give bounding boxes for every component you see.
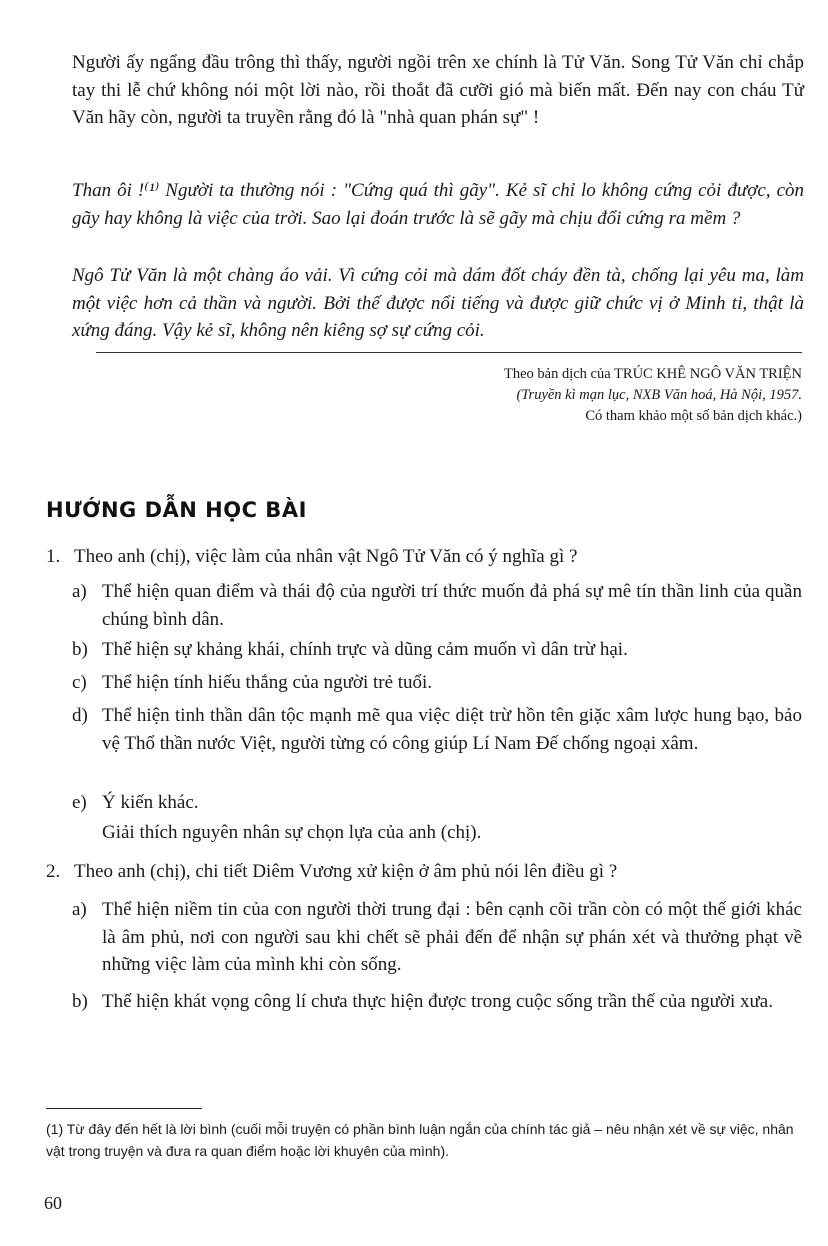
- q1-option-e-text: Ý kiến khác.: [102, 792, 199, 813]
- q2-option-b-text: Thể hiện khát vọng công lí chưa thực hiện được trong cuộc sống trần thế của người xưa.: [102, 991, 773, 1012]
- q1-option-b-label: b): [72, 639, 88, 660]
- q2-option-b-label: b): [72, 991, 88, 1012]
- source-translator: Theo bản dịch của TRÚC KHÊ NGÔ VĂN TRIỆN: [503, 366, 802, 382]
- question-2-text: Theo anh (chị), chi tiết Diêm Vương xử kiện ở âm phủ nói lên điều gì ?: [74, 861, 618, 882]
- source-citation: [380, 364, 802, 427]
- source-note: Có tham khảo một số bản dịch khác.): [585, 408, 802, 424]
- commentary-paragraph-1: Than ôi !⁽¹⁾ Người ta thường nói : "Cứng quá thì gãy". Kẻ sĩ chỉ lo không cứng cỏi được, còn gãy hay không là việc của trời. Sao lại đoán trước là sẽ gãy mà chịu đổi cứng ra mềm ?: [72, 180, 804, 229]
- q1-option-a-label: a): [72, 581, 87, 602]
- source-publication: (Truyền kì mạn lục, NXB Văn hoá, Hà Nội, 1957.: [516, 387, 802, 403]
- q1-option-d-text: Thể hiện tinh thần dân tộc mạnh mẽ qua việc diệt trừ hồn tên giặc xâm lược hung bạo, bảo vệ Thổ thần nước Việt, người từng có công giúp Lí Nam Đế chống ngoại xâm.: [102, 705, 802, 754]
- commentary-paragraph-2: Ngô Tử Văn là một chàng áo vải. Vì cứng cỏi mà dám đốt cháy đền tà, chống lại yêu ma, làm một việc hơn cả thần và người. Bởi thế được nổi tiếng và được giữ chức vị ở Minh ti, thật là xứng đáng. Vậy kẻ sĩ, không nên kiêng sợ sự cứng cỏi.: [72, 265, 804, 341]
- q1-option-b-text: Thể hiện sự khảng khái, chính trực và dũng cảm muốn vì dân trừ hại.: [102, 639, 628, 660]
- q1-option-d-label: d): [72, 705, 88, 726]
- footnote-divider: [46, 1108, 202, 1109]
- q1-note: Giải thích nguyên nhân sự chọn lựa của anh (chị).: [102, 822, 482, 843]
- story-paragraph: Người ấy ngẩng đầu trông thì thấy, người ngồi trên xe chính là Tử Văn. Song Tử Văn chỉ chắp tay thi lễ chứ không nói một lời nào, rồi thoắt đã cưỡi gió mà biến mất. Đến nay con cháu Tử Văn hãy còn, người ta truyền rằng đó là "nhà quan phán sự" !: [72, 52, 804, 128]
- footnote: (1) Từ đây đến hết là lời bình (cuối mỗi truyện có phần bình luận ngắn của chính tác giả – nêu nhận xét về sự việc, nhân vật trong truyện và đưa ra quan điểm hoặc lời khuyên của mình).: [46, 1121, 794, 1159]
- q1-option-e-label: e): [72, 792, 87, 813]
- q2-option-a-label: a): [72, 899, 87, 920]
- q1-option-a-text: Thể hiện quan điểm và thái độ của người trí thức muốn đả phá sự mê tín thần linh của quần chúng bình dân.: [102, 581, 802, 630]
- source-divider: [96, 352, 802, 353]
- page-number: 60: [44, 1193, 62, 1213]
- q2-option-a-text: Thể hiện niềm tin của con người thời trung đại : bên cạnh cõi trần còn có một thế giới khác là âm phủ, nơi con người sau khi chết sẽ phải đến để nhận sự phán xét và thưởng phạt về những việc làm của mình khi còn sống.: [102, 899, 802, 975]
- question-1-text: Theo anh (chị), việc làm của nhân vật Ngô Tử Văn có ý nghĩa gì ?: [74, 546, 578, 567]
- question-1-number: 1.: [46, 546, 61, 567]
- q1-option-c-label: c): [72, 672, 87, 693]
- q1-option-c-text: Thể hiện tính hiếu thắng của người trẻ tuổi.: [102, 672, 433, 693]
- question-2-number: 2.: [46, 861, 61, 882]
- section-heading: HƯỚNG DẪN HỌC BÀI: [46, 498, 307, 522]
